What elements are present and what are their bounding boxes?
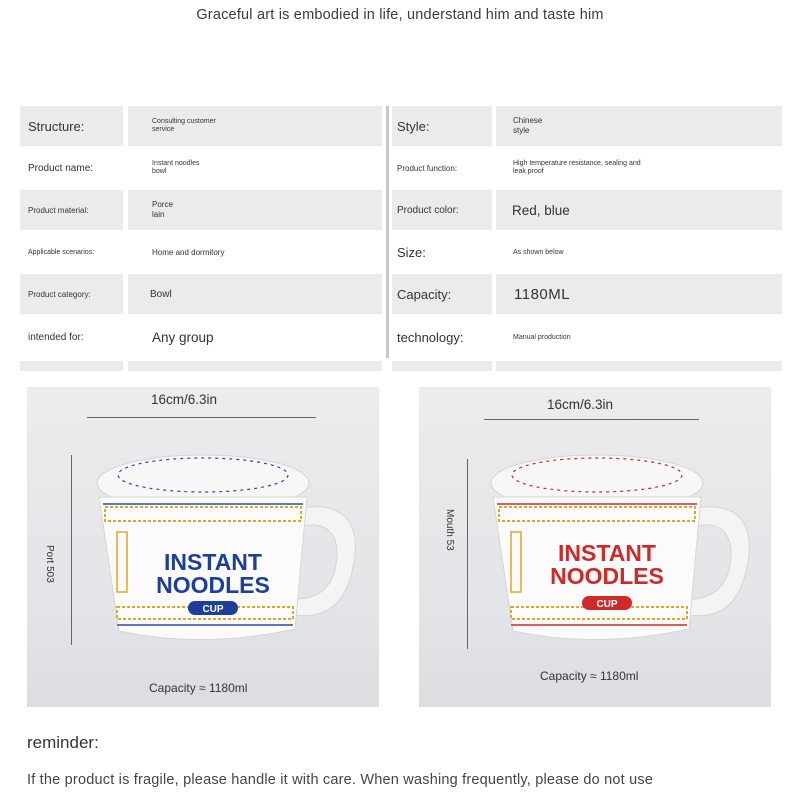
- spec-label-material: Product material:: [20, 190, 123, 230]
- capacity-label: Capacity ≈ 1180ml: [540, 669, 639, 683]
- spec-label-color: Product color:: [392, 190, 492, 230]
- mug-print-line1: INSTANT: [164, 549, 262, 575]
- spec-label-structure: Structure:: [20, 106, 123, 146]
- spec-value-technology: Manual production: [513, 333, 571, 341]
- spec-label-technology: technology:: [397, 329, 464, 345]
- spec-row-stub: [496, 361, 782, 371]
- mug-badge-text: CUP: [202, 604, 224, 615]
- mug-print-line2: NOODLES: [550, 563, 664, 589]
- width-dimension-label: 16cm/6.3in: [151, 392, 218, 407]
- reminder-title: reminder:: [27, 733, 99, 752]
- spec-label-function: Product function:: [397, 163, 458, 173]
- spec-value-product-name: Instant noodles bowl: [152, 159, 200, 175]
- spec-label-category: Product category:: [20, 274, 123, 314]
- spec-label-style: Style:: [392, 106, 492, 146]
- spec-label-product-name: Product name:: [28, 162, 94, 174]
- spec-table: [20, 106, 782, 371]
- page-tagline: Graceful art is embodied in life, understand him and taste him: [196, 7, 604, 23]
- spec-value-style: Chinese style: [496, 106, 782, 146]
- product-photo-red: [419, 387, 771, 707]
- height-dimension-label: Port 503: [44, 545, 55, 583]
- red-noodle-mug: [419, 387, 771, 707]
- spec-row-stub: [20, 361, 123, 371]
- spec-value-capacity: 1180ML: [496, 274, 782, 314]
- spec-value-function: High temperature resistance, sealing and leak proof: [513, 159, 641, 175]
- mug-print-line2: NOODLES: [156, 572, 270, 598]
- capacity-label: Capacity ≈ 1180ml: [149, 681, 248, 695]
- spec-value-material: Porce lain: [128, 190, 382, 230]
- spec-row-stub: [128, 361, 382, 371]
- blue-noodle-mug: [27, 387, 379, 707]
- spec-value-structure: Consulting customer service: [128, 106, 382, 146]
- mug-print-line1: INSTANT: [558, 540, 656, 566]
- spec-value-category: Bowl: [128, 274, 382, 314]
- spec-value-intended-for: Any group: [152, 329, 214, 345]
- spec-label-size: Size:: [397, 244, 426, 260]
- product-photo-blue: [27, 387, 379, 707]
- width-dimension-label: 16cm/6.3in: [547, 397, 614, 412]
- spec-divider: [386, 106, 389, 358]
- spec-label-capacity: Capacity:: [392, 274, 492, 314]
- spec-label-intended-for: intended for:: [28, 331, 84, 343]
- spec-row-stub: [392, 361, 492, 371]
- spec-value-scenarios: Home and dormitory: [152, 247, 225, 257]
- reminder-text: If the product is fragile, please handle it with care. When washing frequently, please do not use: [27, 772, 654, 788]
- mug-badge-text: CUP: [596, 599, 618, 610]
- spec-value-color: Red, blue: [496, 190, 782, 230]
- spec-value-size: As shown below: [513, 248, 564, 256]
- height-dimension-label: Mouth 53: [444, 509, 455, 551]
- spec-label-scenarios: Applicable scenarios:: [28, 248, 95, 256]
